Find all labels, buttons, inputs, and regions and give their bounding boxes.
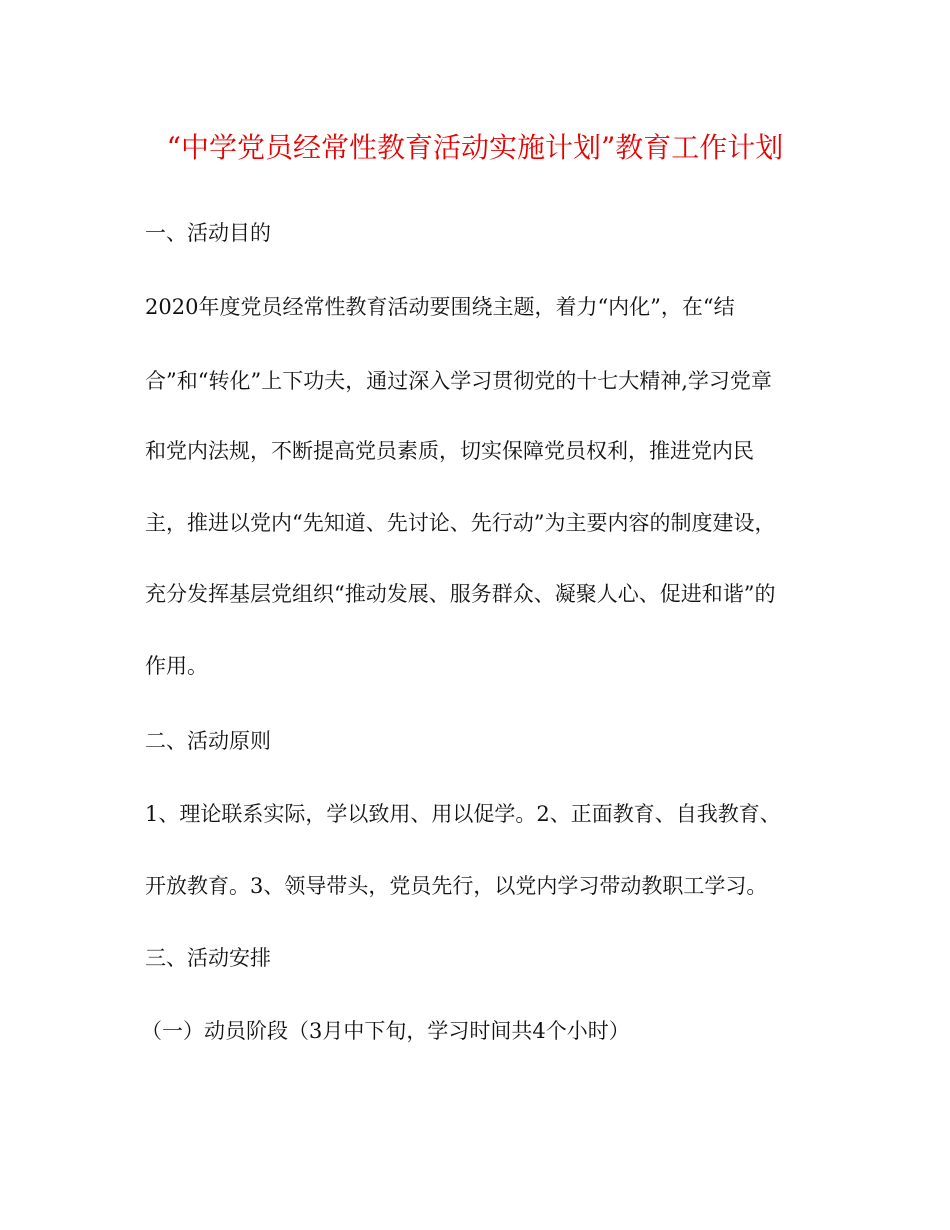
subheading-mobilization: （一）动员阶段（3月中下旬，学习时间共4个小时）: [141, 1019, 630, 1043]
paragraph-line: 主，推进以党内“先知道、先讨论、先行动”为主要内容的制度建设，: [145, 511, 776, 535]
paragraph-line: 合”和“转化”上下功夫，通过深入学习贯彻党的十七大精神,学习党章: [145, 369, 772, 393]
paragraph-line: 开放教育。3、领导带头，党员先行，以党内学习带动教职工学习。: [145, 874, 768, 898]
document-title: “中学党员经常性教育活动实施计划”教育工作计划: [166, 131, 784, 164]
paragraph-line: 和党内法规，不断提高党员素质，切实保障党员权利，推进党内民: [145, 439, 754, 463]
paragraph-line: 1、理论联系实际，学以致用、用以促学。2、正面教育、自我教育、: [145, 802, 781, 826]
paragraph-line: 2020年度党员经常性教育活动要围绕主题，着力“内化”，在“结: [145, 295, 735, 319]
heading-principles: 二、活动原则: [145, 729, 271, 753]
heading-purpose: 一、活动目的: [145, 221, 271, 245]
paragraph-line: 充分发挥基层党组织“推动发展、服务群众、凝聚人心、促进和谐”的: [145, 582, 776, 606]
paragraph-line: 作用。: [145, 654, 208, 678]
heading-arrangement: 三、活动安排: [145, 946, 271, 970]
